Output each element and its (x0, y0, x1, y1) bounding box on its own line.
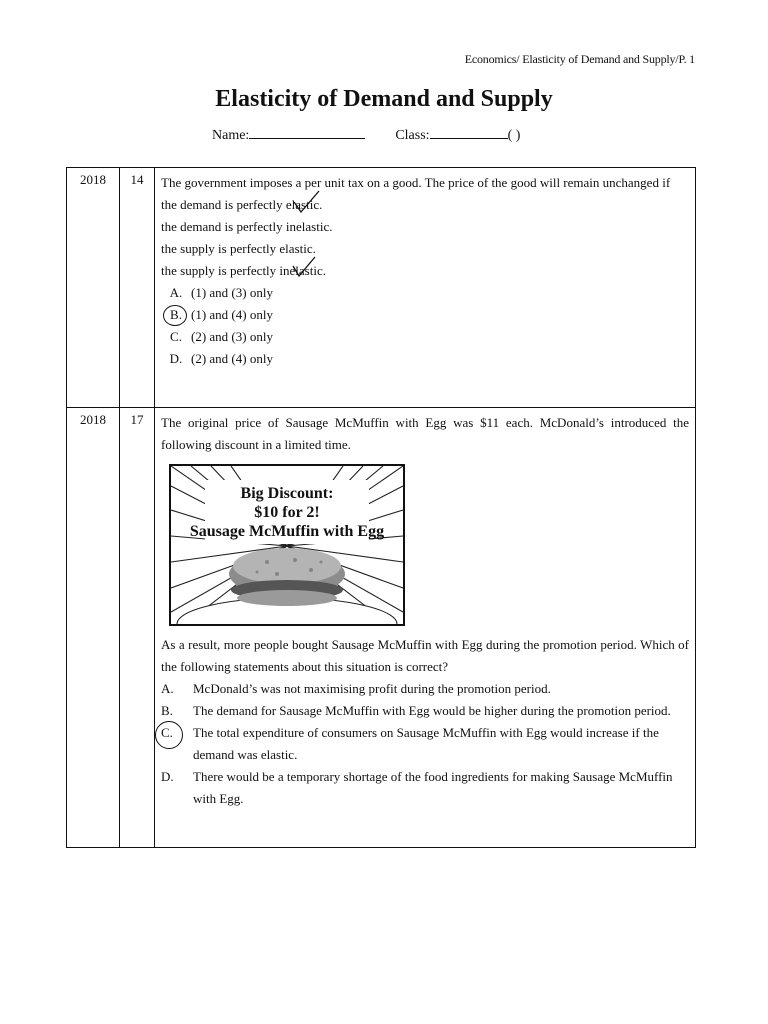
option-text: (1) and (3) only (191, 285, 273, 300)
question-followup: As a result, more people bought Sausage McMuffin with Egg during the promotion period. Which of the following statements about this situation is correct? (161, 637, 689, 674)
check-mark-icon (291, 188, 323, 220)
page-title: Elasticity of Demand and Supply (215, 86, 553, 112)
running-head: Economics/ Elasticity of Demand and Supply/P. 1 (464, 52, 695, 66)
statement-3: the supply is perfectly elastic. (161, 241, 316, 256)
promo-line-2: $10 for 2! (254, 504, 320, 521)
option-b (161, 700, 689, 722)
option-text: McDonald’s was not maximising profit during the promotion period. (193, 681, 551, 696)
name-class-line (212, 126, 592, 144)
option-list (161, 678, 689, 810)
class-blank (430, 126, 508, 139)
name-blank (249, 126, 365, 139)
class-number-parens: ( ) (507, 128, 521, 143)
question-stem: The government imposes a per unit tax on a good. The price of the good will remain unchanged if (161, 175, 671, 190)
question-number: 14 (120, 168, 155, 408)
check-mark-icon (289, 254, 321, 284)
promo-line-3: Sausage McMuffin with Egg (189, 523, 385, 540)
option-text: (2) and (3) only (191, 329, 273, 344)
question-year: 2018 (67, 168, 120, 408)
question-year: 2018 (67, 408, 120, 848)
option-label: C. (170, 329, 182, 344)
option-c (161, 722, 689, 766)
question-number: 17 (120, 408, 155, 848)
option-label: D. (169, 351, 183, 366)
promo-line-1: Big Discount: (240, 485, 334, 502)
option-text: The demand for Sausage McMuffin with Egg would be higher during the promotion period. (193, 703, 671, 718)
option-c (161, 326, 689, 348)
option-label: B. (170, 307, 182, 322)
statement-4: the supply is perfectly inelastic. (161, 263, 326, 278)
questions-table (66, 167, 696, 848)
question-stem: The original price of Sausage McMuffin with Egg was $11 each. McDonald’s introduced the following discount in a limited time. (161, 415, 689, 452)
question-body (155, 168, 696, 408)
option-b (161, 304, 689, 326)
option-d (161, 348, 689, 370)
option-label: A. (161, 681, 174, 696)
statement-2: the demand is perfectly inelastic. (161, 219, 333, 234)
option-list (161, 282, 689, 370)
option-a (161, 282, 689, 304)
question-body (155, 408, 696, 848)
option-d (161, 766, 689, 810)
question-row-14 (67, 168, 696, 408)
name-field (212, 126, 365, 144)
name-label: Name: (212, 128, 250, 143)
option-text: There would be a temporary shortage of the food ingredients for making Sausage McMuffin with Egg. (193, 769, 673, 806)
option-label: C. (161, 725, 173, 740)
statement-1: the demand is perfectly elastic. (161, 197, 323, 212)
option-a (161, 678, 689, 700)
question-row-17 (67, 408, 696, 848)
answer-circle-icon (163, 305, 187, 326)
answer-circle-icon (155, 721, 183, 749)
option-label: A. (169, 285, 183, 300)
option-label: B. (161, 703, 173, 718)
statement-list (161, 194, 689, 282)
option-label: D. (161, 769, 174, 784)
option-text: (2) and (4) only (191, 351, 273, 366)
option-text: The total expenditure of consumers on Sausage McMuffin with Egg would increase if the demand was elastic. (193, 725, 659, 762)
class-field (395, 126, 520, 144)
class-label: Class: (395, 128, 430, 143)
promotion-advertisement (169, 464, 405, 626)
promotion-text (171, 484, 403, 541)
option-text: (1) and (4) only (191, 307, 273, 322)
